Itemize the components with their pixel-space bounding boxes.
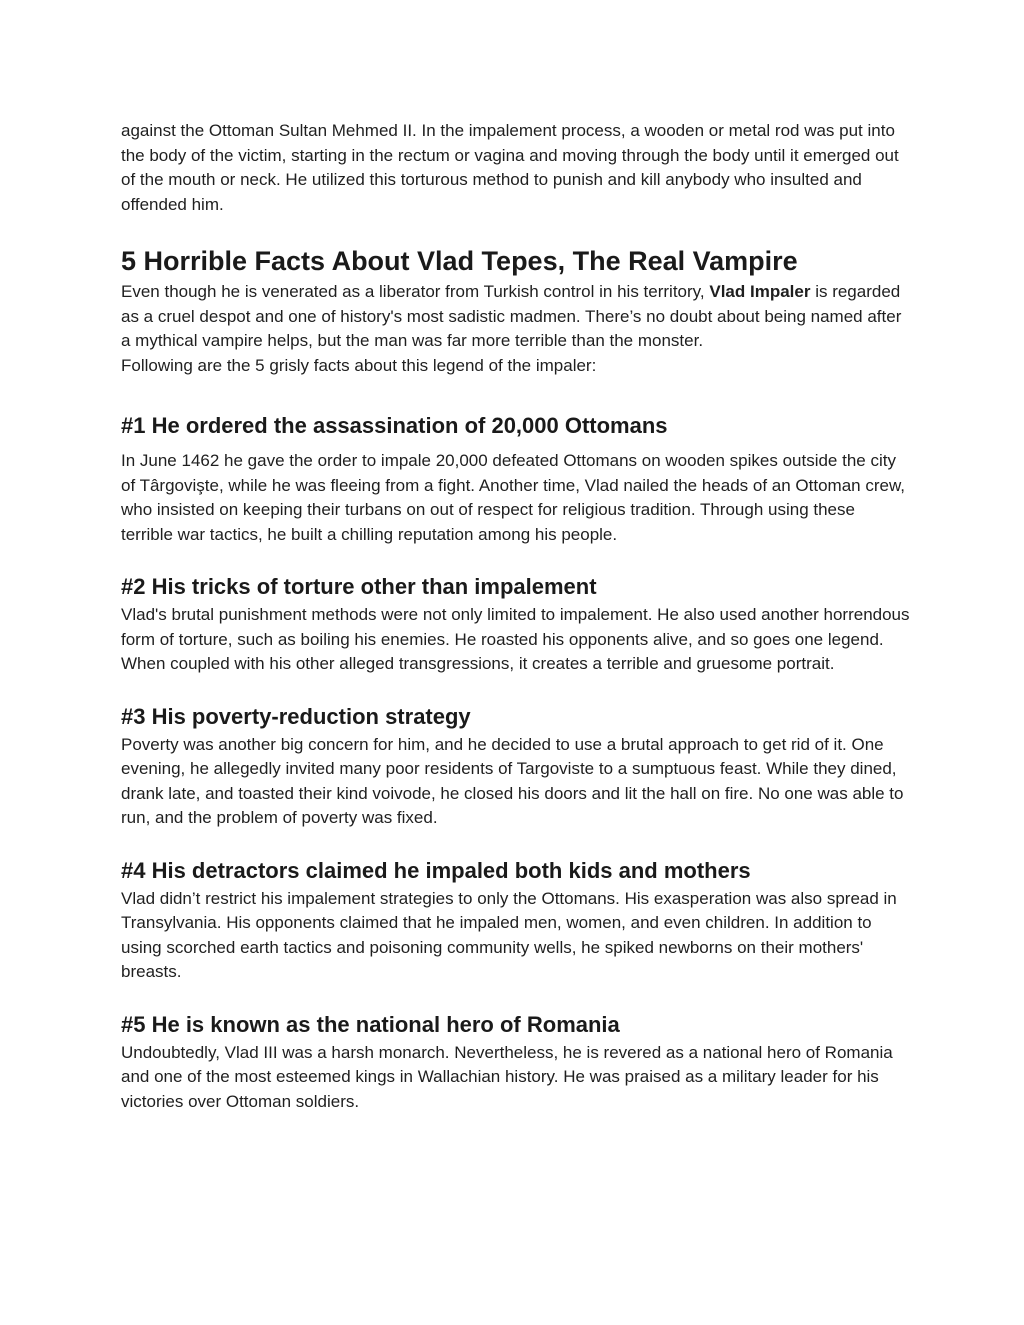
intro-paragraph: against the Ottoman Sultan Mehmed II. In the impalement process, a wooden or metal rod was put into the body of the victim, starting in the rectum or vagina and moving through the body until it emerged out of the mouth or neck. He utilized this torturous method to punish and kill anybody who insulted and offended him.	[121, 121, 899, 214]
fact-5-heading: #5 He is known as the national hero of Romania	[121, 1011, 620, 1037]
fact-4-body: Vlad didn’t restrict his impalement strategies to only the Ottomans. His exasperation was also spread in Transylvania. His opponents claimed that he impaled men, women, and even children. In addition to using scorched earth tactics and poisoning community wells, he spiked newborns on their mothers' breasts.	[121, 888, 897, 981]
fact-2-body: Vlad's brutal punishment methods were not only limited to impalement. He also used another horrendous form of torture, such as boiling his enemies. He roasted his opponents alive, and so goes one legend. When coupled with his other alleged transgressions, it creates a terrible and gruesome portrait.	[121, 605, 910, 673]
fact-2-heading: #2 His tricks of torture other than impalement	[121, 574, 597, 599]
document-page	[121, 119, 911, 1114]
fact-3-body: Poverty was another big concern for him, and he decided to use a brutal approach to get rid of it. One evening, he allegedly invited many poor residents of Targoviste to a sumptuous feast. While they dined, drank late, and toasted their kind voivode, he closed his doors and lit the hall on fire. No one was able to run, and the problem of poverty was fixed.	[121, 734, 904, 827]
lead-paragraph	[121, 280, 911, 354]
main-heading: 5 Horrible Facts About Vlad Tepes, The Real Vampire	[121, 246, 798, 276]
vlad-impaler-bold: Vlad Impaler	[709, 282, 811, 301]
lead-text-start: Even though he is venerated as a liberator from Turkish control in his territory,	[121, 282, 710, 301]
fact-1-heading: #1 He ordered the assassination of 20,000 Ottomans	[121, 413, 668, 438]
fact-1-body: In June 1462 he gave the order to impale 20,000 defeated Ottomans on wooden spikes outside the city of Târgovişte, while he was fleeing from a fight. Another time, Vlad nailed the heads of an Ottoman crew, who insisted on keeping their turbans on out of respect for religious tradition. Through using these terrible war tactics, he built a chilling reputation among his people.	[121, 451, 906, 544]
fact-4-heading: #4 His detractors claimed he impaled both kids and mothers	[121, 857, 751, 883]
lead-followup: Following are the 5 grisly facts about this legend of the impaler:	[121, 355, 597, 375]
fact-3-heading: #3 His poverty-reduction strategy	[121, 703, 471, 729]
fact-5-body: Undoubtedly, Vlad III was a harsh monarch. Nevertheless, he is revered as a national hero of Romania and one of the most esteemed kings in Wallachian history. He was praised as a military leader for his victories over Ottoman soldiers.	[121, 1042, 893, 1111]
lead-text-end: is regarded as a cruel despot and one of history's most sadistic madmen. There’s no doubt about being named after a mythical vampire helps, but the man was far more terrible than the monster.	[121, 282, 902, 350]
